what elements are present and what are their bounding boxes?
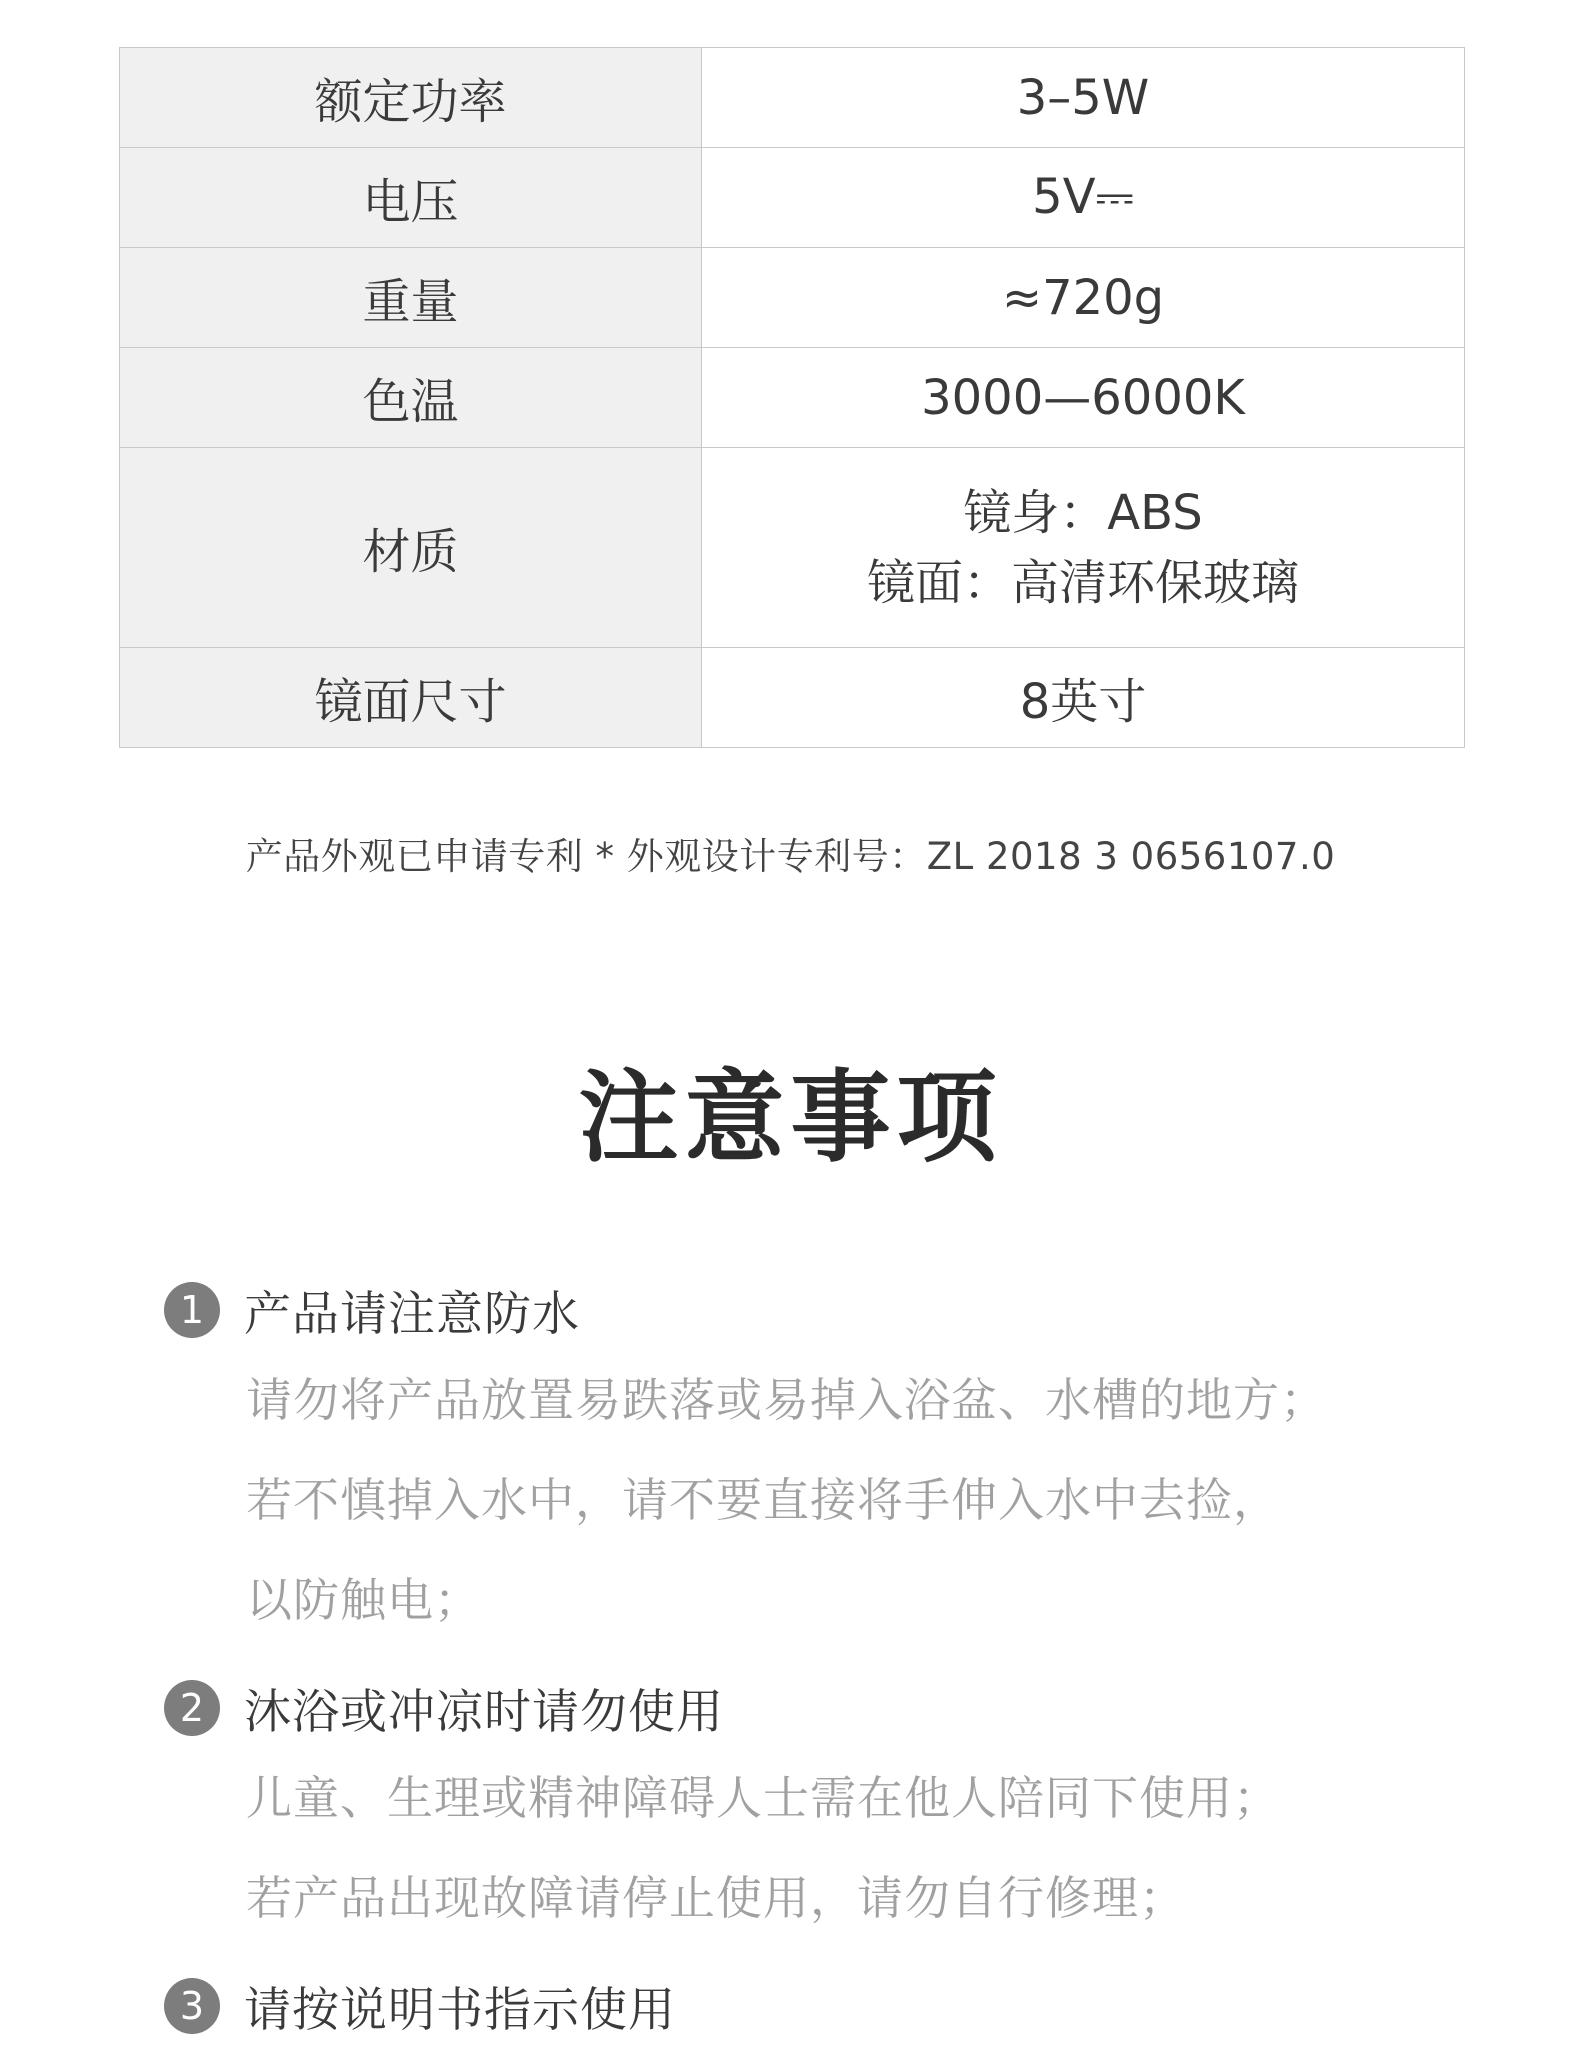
number-badge-icon: 2 [164,1680,220,1736]
spec-table [119,47,1465,748]
number-badge-icon: 1 [164,1282,220,1338]
note-header [164,1966,1464,2046]
spec-label: 镜面尺寸 [120,648,702,748]
spec-label: 电压 [120,148,702,248]
spec-row-material [120,448,1465,648]
spec-label: 额定功率 [120,48,702,148]
spec-value: ≈720g [702,248,1465,348]
note-line: 请勿将产品放置易跌落或易掉入浴盆、水槽的地方； [246,1373,1327,1427]
spec-row-weight [120,248,1465,348]
spec-row-mirror-size [120,648,1465,748]
note-body [164,1748,1464,1948]
note-item [164,1668,1464,1948]
number-badge-icon: 3 [164,1978,220,2034]
spec-value: 5V⎓ [702,148,1465,248]
spec-value [702,448,1465,648]
notes-list [164,1270,1464,2046]
section-title: 注意事项 [578,1059,1003,1176]
spec-row-power [120,48,1465,148]
note-body [164,1350,1464,1650]
spec-value: 3000—6000K [702,348,1465,448]
note-line: 若产品出现故障请停止使用，请勿自行修理； [246,1871,1186,1925]
spec-value-line: 镜面：高清环保玻璃 [866,554,1299,611]
spec-label: 材质 [120,448,702,648]
patent-note: 产品外观已申请专利 * 外观设计专利号：ZL 2018 3 0656107.0 [245,835,1336,878]
note-title: 请按说明书指示使用 [244,1982,676,2038]
spec-value: 3–5W [702,48,1465,148]
note-header [164,1270,1464,1350]
note-header [164,1668,1464,1748]
note-title: 产品请注意防水 [244,1286,580,1342]
spec-row-voltage [120,148,1465,248]
note-line: 儿童、生理或精神障碍人士需在他人陪同下使用； [246,1771,1280,1825]
spec-row-color-temp [120,348,1465,448]
note-item [164,1270,1464,1650]
note-title: 沐浴或冲凉时请勿使用 [244,1684,724,1740]
spec-value: 8英寸 [702,648,1465,748]
spec-value-line: 镜身：ABS [963,484,1203,541]
note-line: 若不慎掉入水中，请不要直接将手伸入水中去捡， [246,1473,1280,1527]
spec-label: 重量 [120,248,702,348]
note-line: 以防触电； [246,1573,481,1627]
spec-label: 色温 [120,348,702,448]
note-item [164,1966,1464,2046]
